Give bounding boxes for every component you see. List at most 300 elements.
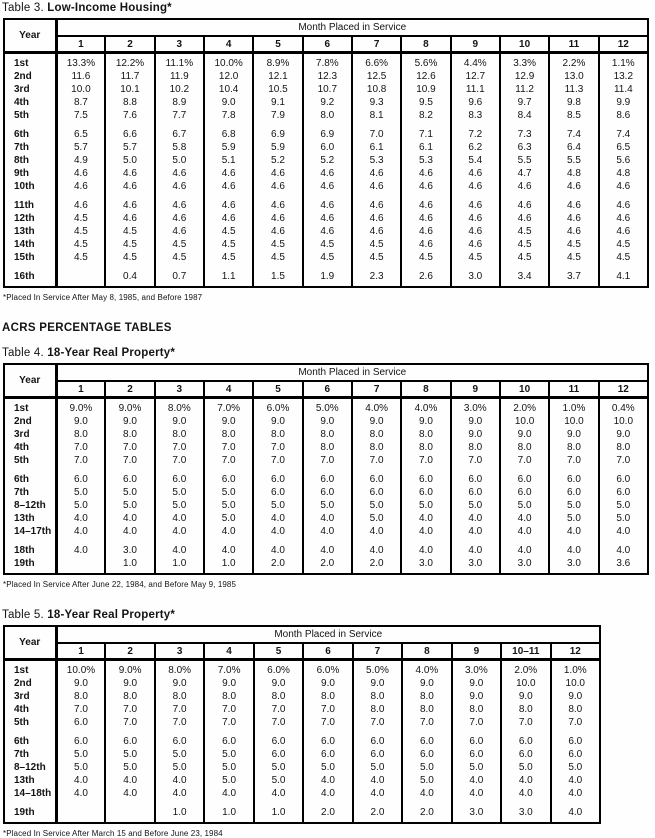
- cell-8th-m6: 5.2: [303, 154, 352, 167]
- cell-13th-m12: 4.6: [599, 225, 648, 238]
- cell-4th-m12: 8.0: [551, 703, 600, 716]
- cell-19th-m7: 2.0: [353, 806, 402, 823]
- cell-14th-m8: 4.6: [401, 238, 450, 251]
- row-label-5th: 5th: [4, 109, 56, 122]
- row-label-8–12th: 8–12th: [4, 761, 56, 774]
- cell-2nd-m11: 10.0: [549, 415, 598, 428]
- cell-3rd-m2: 8.0: [105, 428, 154, 441]
- cell-14th-m11: 4.5: [549, 238, 598, 251]
- table-row: [4, 96, 648, 109]
- cell-10th-m10: 4.6: [500, 180, 549, 193]
- cell-8th-m1: 4.9: [56, 154, 105, 167]
- cell-16th-m5: 1.5: [253, 270, 302, 287]
- cell-14–18th-m4: 4.0: [204, 787, 253, 800]
- cell-2nd-m10–11: 10.0: [501, 677, 550, 690]
- cell-6th-m7: 6.0: [352, 473, 401, 486]
- cell-7th-m6: 6.0: [303, 748, 352, 761]
- cell-1st-m1: 13.3%: [56, 53, 105, 71]
- cell-4th-m12: 9.9: [599, 96, 648, 109]
- cell-2nd-m10: 10.0: [500, 415, 549, 428]
- table4-title: [2, 347, 655, 359]
- cell-4th-m9: 9.6: [451, 96, 500, 109]
- cell-11th-m1: 4.6: [56, 199, 105, 212]
- cell-19th-m1: [56, 806, 105, 823]
- cell-13th-m5: 4.0: [253, 512, 302, 525]
- cell-19th-m4: 1.0: [204, 557, 253, 574]
- cell-15th-m7: 4.5: [352, 251, 401, 264]
- cell-18th-m12: 4.0: [599, 544, 648, 557]
- cell-6th-m12: 7.4: [599, 128, 648, 141]
- cell-1st-m12: 1.1%: [599, 53, 648, 71]
- table-header-row: [4, 19, 648, 36]
- cell-13th-m10–11: 4.0: [501, 774, 550, 787]
- cell-1st-m4: 7.0%: [204, 398, 253, 416]
- month-col-header-5: 5: [253, 381, 302, 398]
- cell-14–18th-m3: 4.0: [155, 787, 204, 800]
- table5-title-name: 18-Year Real Property*: [47, 609, 176, 621]
- cell-7th-m3: 5.0: [155, 748, 204, 761]
- cell-2nd-m2: 11.7: [105, 70, 154, 83]
- cell-3rd-m2: 10.1: [105, 83, 154, 96]
- row-label-7th: 7th: [4, 141, 56, 154]
- cell-4th-m2: 7.0: [105, 703, 154, 716]
- table5-title: [2, 609, 655, 621]
- cell-4th-m7: 8.0: [353, 703, 402, 716]
- cell-13th-m9: 4.0: [452, 774, 501, 787]
- cell-16th-m8: 2.6: [401, 270, 450, 287]
- cell-19th-m9: 3.0: [451, 557, 500, 574]
- cell-14th-m2: 4.5: [105, 238, 154, 251]
- cell-2nd-m2: 9.0: [105, 677, 154, 690]
- cell-4th-m7: 8.0: [352, 441, 401, 454]
- table-row: [4, 473, 648, 486]
- cell-14–17th-m4: 4.0: [204, 525, 253, 538]
- cell-3rd-m7: 8.0: [352, 428, 401, 441]
- month-col-header-7: 7: [352, 36, 401, 53]
- cell-10th-m6: 4.6: [303, 180, 352, 193]
- cell-5th-m4: 7.8: [204, 109, 253, 122]
- row-label-8–12th: 8–12th: [4, 499, 56, 512]
- cell-7th-m9: 6.2: [451, 141, 500, 154]
- cell-6th-m4: 6.8: [204, 128, 253, 141]
- cell-10th-m3: 4.6: [155, 180, 204, 193]
- cell-6th-m3: 6.0: [155, 473, 204, 486]
- cell-6th-m12: 6.0: [599, 473, 648, 486]
- cell-5th-m2: 7.6: [105, 109, 154, 122]
- cell-6th-m7: 6.0: [353, 735, 402, 748]
- cell-5th-m10–11: 7.0: [501, 716, 550, 729]
- cell-6th-m6: 6.0: [303, 473, 352, 486]
- cell-11th-m11: 4.6: [549, 199, 598, 212]
- cell-12th-m12: 4.6: [599, 212, 648, 225]
- month-col-header-9: 9: [451, 381, 500, 398]
- cell-8–12th-m10–11: 5.0: [501, 761, 550, 774]
- cell-7th-m11: 6.0: [549, 486, 598, 499]
- cell-13th-m3: 4.6: [155, 225, 204, 238]
- table-row: [4, 703, 600, 716]
- cell-7th-m5: 5.9: [253, 141, 302, 154]
- table4-title-name: 18-Year Real Property*: [47, 347, 176, 359]
- cell-8–12th-m9: 5.0: [452, 761, 501, 774]
- cell-10th-m12: 4.6: [599, 180, 648, 193]
- cell-2nd-m12: 10.0: [599, 415, 648, 428]
- cell-7th-m9: 6.0: [451, 486, 500, 499]
- cell-13th-m1: 4.0: [56, 512, 105, 525]
- cell-12th-m5: 4.6: [253, 212, 302, 225]
- cell-2nd-m5: 9.0: [254, 677, 303, 690]
- cell-9th-m8: 4.6: [401, 167, 450, 180]
- cell-7th-m3: 5.8: [155, 141, 204, 154]
- cell-7th-m6: 6.0: [303, 141, 352, 154]
- cell-8–12th-m2: 5.0: [105, 499, 154, 512]
- cell-2nd-m12: 13.2: [599, 70, 648, 83]
- cell-6th-m10: 6.0: [500, 473, 549, 486]
- cell-8–12th-m1: 5.0: [56, 499, 105, 512]
- row-label-4th: 4th: [4, 441, 56, 454]
- cell-8–12th-m2: 5.0: [105, 761, 154, 774]
- cell-10th-m11: 4.6: [549, 180, 598, 193]
- month-col-header-6: 6: [303, 381, 352, 398]
- table-row: [4, 415, 648, 428]
- table-row: [4, 428, 648, 441]
- cell-11th-m10: 4.6: [500, 199, 549, 212]
- cell-5th-m5: 7.0: [253, 454, 302, 467]
- table-row: [4, 212, 648, 225]
- cell-8th-m2: 5.0: [105, 154, 154, 167]
- cell-2nd-m3: 9.0: [155, 677, 204, 690]
- cell-9th-m11: 4.8: [549, 167, 598, 180]
- month-col-header-12: 12: [551, 643, 600, 660]
- cell-7th-m2: 5.7: [105, 141, 154, 154]
- row-label-12th: 12th: [4, 212, 56, 225]
- cell-5th-m10: 7.0: [500, 454, 549, 467]
- cell-5th-m4: 7.0: [204, 716, 253, 729]
- month-col-header-8: 8: [401, 381, 450, 398]
- cell-13th-m7: 5.0: [352, 512, 401, 525]
- table-row: [4, 806, 600, 823]
- cell-4th-m2: 8.8: [105, 96, 154, 109]
- cell-4th-m11: 8.0: [549, 441, 598, 454]
- cell-6th-m1: 6.5: [56, 128, 105, 141]
- cell-2nd-m5: 9.0: [253, 415, 302, 428]
- cell-15th-m9: 4.5: [451, 251, 500, 264]
- cell-14th-m10: 4.5: [500, 238, 549, 251]
- cell-5th-m9: 8.3: [451, 109, 500, 122]
- cell-14–18th-m5: 4.0: [254, 787, 303, 800]
- cell-3rd-m9: 9.0: [451, 428, 500, 441]
- month-col-header-9: 9: [452, 643, 501, 660]
- cell-14–17th-m10: 4.0: [500, 525, 549, 538]
- cell-13th-m2: 4.5: [105, 225, 154, 238]
- cell-14–18th-m12: 4.0: [551, 787, 600, 800]
- row-label-1st: 1st: [4, 660, 56, 678]
- months-header: Month Placed in Service: [56, 364, 648, 381]
- cell-12th-m3: 4.6: [155, 212, 204, 225]
- cell-1st-m3: 8.0%: [155, 660, 204, 678]
- cell-14–18th-m8: 4.0: [402, 787, 451, 800]
- table-row: [4, 180, 648, 193]
- table4-title-prefix: Table 4.: [2, 347, 44, 359]
- row-label-15th: 15th: [4, 251, 56, 264]
- cell-3rd-m6: 10.7: [303, 83, 352, 96]
- row-label-18th: 18th: [4, 544, 56, 557]
- cell-18th-m5: 4.0: [253, 544, 302, 557]
- cell-3rd-m2: 8.0: [105, 690, 154, 703]
- cell-2nd-m7: 9.0: [353, 677, 402, 690]
- cell-2nd-m8: 9.0: [402, 677, 451, 690]
- cell-3rd-m6: 8.0: [303, 428, 352, 441]
- section-heading: ACRS PERCENTAGE TABLES: [2, 322, 172, 334]
- table3-footnote: *Placed In Service After May 8, 1985, and Before 1987: [3, 293, 203, 302]
- table-row: [4, 557, 648, 574]
- cell-16th-m10: 3.4: [500, 270, 549, 287]
- row-label-11th: 11th: [4, 199, 56, 212]
- cell-2nd-m9: 9.0: [451, 415, 500, 428]
- cell-15th-m12: 4.5: [599, 251, 648, 264]
- cell-12th-m11: 4.6: [549, 212, 598, 225]
- cell-1st-m9: 4.4%: [451, 53, 500, 71]
- row-label-8th: 8th: [4, 154, 56, 167]
- cell-19th-m4: 1.0: [204, 806, 253, 823]
- row-label-4th: 4th: [4, 96, 56, 109]
- cell-19th-m5: 1.0: [254, 806, 303, 823]
- cell-15th-m11: 4.5: [549, 251, 598, 264]
- cell-11th-m4: 4.6: [204, 199, 253, 212]
- cell-12th-m9: 4.6: [451, 212, 500, 225]
- table-row: [4, 486, 648, 499]
- cell-6th-m5: 6.9: [253, 128, 302, 141]
- row-label-19th: 19th: [4, 557, 56, 574]
- table-row: [4, 53, 648, 71]
- table-row: [4, 238, 648, 251]
- cell-7th-m10: 6.3: [500, 141, 549, 154]
- month-col-header-6: 6: [303, 36, 352, 53]
- cell-8–12th-m1: 5.0: [56, 761, 105, 774]
- cell-7th-m7: 6.0: [353, 748, 402, 761]
- cell-14–17th-m11: 4.0: [549, 525, 598, 538]
- cell-3rd-m10–11: 9.0: [501, 690, 550, 703]
- row-label-1st: 1st: [4, 53, 56, 71]
- cell-1st-m8: 5.6%: [401, 53, 450, 71]
- row-label-13th: 13th: [4, 774, 56, 787]
- cell-1st-m12: 0.4%: [599, 398, 648, 416]
- cell-4th-m9: 8.0: [452, 703, 501, 716]
- cell-5th-m11: 7.0: [549, 454, 598, 467]
- cell-13th-m1: 4.0: [56, 774, 105, 787]
- cell-9th-m1: 4.6: [56, 167, 105, 180]
- cell-6th-m11: 6.0: [549, 473, 598, 486]
- cell-5th-m8: 8.2: [401, 109, 450, 122]
- cell-18th-m8: 4.0: [401, 544, 450, 557]
- table3-title-prefix: Table 3.: [2, 2, 44, 14]
- cell-5th-m2: 7.0: [105, 716, 154, 729]
- cell-6th-m8: 7.1: [401, 128, 450, 141]
- row-label-10th: 10th: [4, 180, 56, 193]
- cell-5th-m5: 7.9: [253, 109, 302, 122]
- cell-16th-m7: 2.3: [352, 270, 401, 287]
- cell-4th-m3: 7.0: [155, 441, 204, 454]
- cell-13th-m4: 5.0: [204, 774, 253, 787]
- cell-13th-m8: 5.0: [402, 774, 451, 787]
- table-row: [4, 70, 648, 83]
- row-label-13th: 13th: [4, 225, 56, 238]
- cell-9th-m7: 4.6: [352, 167, 401, 180]
- cell-14–17th-m7: 4.0: [352, 525, 401, 538]
- cell-5th-m10: 8.4: [500, 109, 549, 122]
- cell-4th-m8: 8.0: [402, 703, 451, 716]
- cell-1st-m10: 3.3%: [500, 53, 549, 71]
- cell-18th-m7: 4.0: [352, 544, 401, 557]
- cell-5th-m4: 7.0: [204, 454, 253, 467]
- cell-16th-m4: 1.1: [204, 270, 253, 287]
- cell-8–12th-m8: 5.0: [401, 499, 450, 512]
- cell-8–12th-m12: 5.0: [551, 761, 600, 774]
- cell-13th-m10: 4.5: [500, 225, 549, 238]
- cell-1st-m5: 6.0%: [254, 660, 303, 678]
- table5-section: [0, 609, 655, 838]
- cell-3rd-m11: 11.3: [549, 83, 598, 96]
- cell-5th-m6: 8.0: [303, 109, 352, 122]
- month-col-header-8: 8: [401, 36, 450, 53]
- cell-16th-m12: 4.1: [599, 270, 648, 287]
- cell-2nd-m4: 12.0: [204, 70, 253, 83]
- cell-8–12th-m6: 5.0: [303, 499, 352, 512]
- cell-4th-m10: 8.0: [500, 441, 549, 454]
- table-row: [4, 398, 648, 416]
- table-row: [4, 441, 648, 454]
- cell-3rd-m11: 9.0: [549, 428, 598, 441]
- cell-16th-m3: 0.7: [155, 270, 204, 287]
- cell-1st-m11: 2.2%: [549, 53, 598, 71]
- cell-3rd-m7: 8.0: [353, 690, 402, 703]
- cell-4th-m5: 7.0: [254, 703, 303, 716]
- year-column-header: Year: [4, 19, 56, 53]
- cell-2nd-m3: 9.0: [155, 415, 204, 428]
- cell-6th-m4: 6.0: [204, 735, 253, 748]
- cell-1st-m12: 1.0%: [551, 660, 600, 678]
- cell-5th-m7: 8.1: [352, 109, 401, 122]
- cell-3rd-m12: 9.0: [599, 428, 648, 441]
- table-row: [4, 525, 648, 538]
- cell-7th-m4: 5.0: [204, 748, 253, 761]
- cell-6th-m2: 6.6: [105, 128, 154, 141]
- cell-1st-m3: 8.0%: [155, 398, 204, 416]
- month-col-header-10–11: 10–11: [501, 643, 550, 660]
- cell-2nd-m12: 10.0: [551, 677, 600, 690]
- cell-2nd-m5: 12.1: [253, 70, 302, 83]
- month-col-header-4: 4: [204, 36, 253, 53]
- cell-8–12th-m5: 5.0: [253, 499, 302, 512]
- cell-12th-m2: 4.6: [105, 212, 154, 225]
- cell-2nd-m6: 9.0: [303, 677, 352, 690]
- table-row: [4, 141, 648, 154]
- month-col-header-3: 3: [155, 381, 204, 398]
- cell-18th-m2: 3.0: [105, 544, 154, 557]
- table-row: [4, 199, 648, 212]
- cell-14–18th-m2: 4.0: [105, 787, 154, 800]
- cell-19th-m6: 2.0: [303, 806, 352, 823]
- table-row: [4, 735, 600, 748]
- cell-2nd-m10: 12.9: [500, 70, 549, 83]
- cell-6th-m6: 6.9: [303, 128, 352, 141]
- table4-section: [0, 347, 655, 589]
- cell-3rd-m4: 8.0: [204, 428, 253, 441]
- month-col-header-5: 5: [254, 643, 303, 660]
- cell-9th-m4: 4.6: [204, 167, 253, 180]
- cell-11th-m5: 4.6: [253, 199, 302, 212]
- cell-4th-m1: 8.7: [56, 96, 105, 109]
- cell-18th-m10: 4.0: [500, 544, 549, 557]
- table3-low-income-housing: [3, 18, 649, 288]
- month-col-header-4: 4: [204, 643, 253, 660]
- cell-19th-m2: 1.0: [105, 557, 154, 574]
- cell-2nd-m7: 12.5: [352, 70, 401, 83]
- cell-19th-m6: 2.0: [303, 557, 352, 574]
- cell-3rd-m1: 8.0: [56, 690, 105, 703]
- cell-8–12th-m5: 5.0: [254, 761, 303, 774]
- table-row: [4, 109, 648, 122]
- month-numbers-row: [4, 643, 600, 660]
- cell-13th-m11: 5.0: [549, 512, 598, 525]
- cell-18th-m9: 4.0: [451, 544, 500, 557]
- cell-13th-m6: 4.0: [303, 512, 352, 525]
- cell-13th-m11: 4.6: [549, 225, 598, 238]
- cell-5th-m3: 7.0: [155, 454, 204, 467]
- cell-1st-m9: 3.0%: [451, 398, 500, 416]
- cell-11th-m12: 4.6: [599, 199, 648, 212]
- cell-13th-m7: 4.6: [352, 225, 401, 238]
- cell-2nd-m9: 12.7: [451, 70, 500, 83]
- row-label-5th: 5th: [4, 454, 56, 467]
- cell-5th-m9: 7.0: [451, 454, 500, 467]
- cell-16th-m9: 3.0: [451, 270, 500, 287]
- cell-1st-m5: 6.0%: [253, 398, 302, 416]
- cell-8–12th-m4: 5.0: [204, 499, 253, 512]
- cell-5th-m12: 8.6: [599, 109, 648, 122]
- cell-16th-m11: 3.7: [549, 270, 598, 287]
- cell-14–17th-m9: 4.0: [451, 525, 500, 538]
- cell-19th-m5: 2.0: [253, 557, 302, 574]
- cell-16th-m2: 0.4: [105, 270, 154, 287]
- cell-7th-m7: 6.0: [352, 486, 401, 499]
- cell-5th-m12: 7.0: [599, 454, 648, 467]
- table-row: [4, 454, 648, 467]
- cell-13th-m6: 4.0: [303, 774, 352, 787]
- table-row: [4, 83, 648, 96]
- cell-14th-m7: 4.5: [352, 238, 401, 251]
- cell-8th-m11: 5.5: [549, 154, 598, 167]
- month-col-header-6: 6: [303, 643, 352, 660]
- cell-11th-m6: 4.6: [303, 199, 352, 212]
- cell-7th-m3: 5.0: [155, 486, 204, 499]
- cell-5th-m5: 7.0: [254, 716, 303, 729]
- cell-9th-m5: 4.6: [253, 167, 302, 180]
- cell-15th-m1: 4.5: [56, 251, 105, 264]
- cell-3rd-m4: 10.4: [204, 83, 253, 96]
- cell-5th-m1: 7.0: [56, 454, 105, 467]
- cell-16th-m1: [56, 270, 105, 287]
- cell-1st-m7: 6.6%: [352, 53, 401, 71]
- cell-9th-m2: 4.6: [105, 167, 154, 180]
- cell-7th-m11: 6.4: [549, 141, 598, 154]
- cell-4th-m7: 9.3: [352, 96, 401, 109]
- month-col-header-8: 8: [402, 643, 451, 660]
- cell-5th-m3: 7.7: [155, 109, 204, 122]
- cell-4th-m10: 9.7: [500, 96, 549, 109]
- cell-4th-m4: 7.0: [204, 703, 253, 716]
- cell-5th-m1: 7.5: [56, 109, 105, 122]
- month-col-header-1: 1: [56, 381, 105, 398]
